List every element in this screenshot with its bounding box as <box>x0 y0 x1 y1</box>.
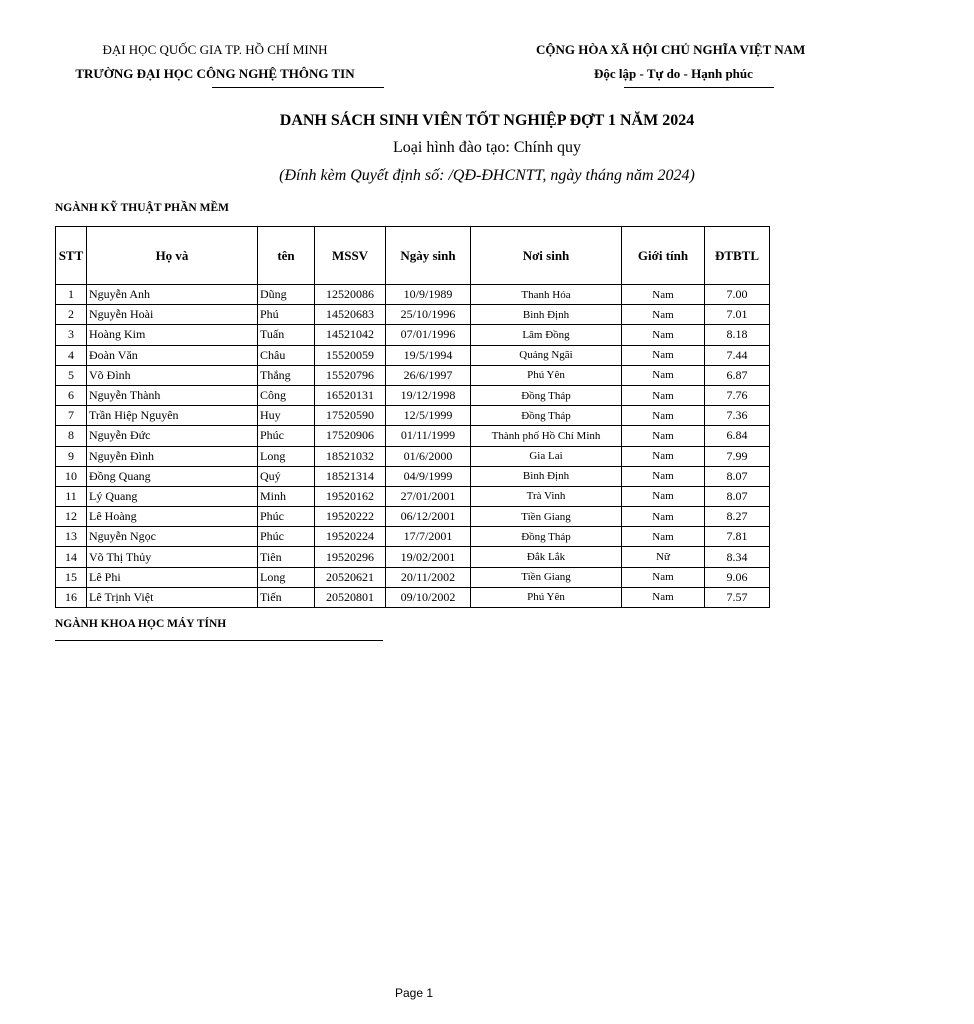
cell-last-name: Nguyễn Thành <box>87 385 258 405</box>
cell-birth-place: Bình Định <box>471 305 622 325</box>
cell-stt: 1 <box>56 285 87 305</box>
cell-gender: Nam <box>622 426 705 446</box>
header-gpa: ĐTBTL <box>705 227 770 285</box>
cell-birth-date: 12/5/1999 <box>386 406 471 426</box>
cell-last-name: Hoàng Kim <box>87 325 258 345</box>
cell-birth-place: Thanh Hóa <box>471 285 622 305</box>
table-row <box>56 365 770 385</box>
national-motto: Độc lập - Tự do - Hạnh phúc <box>594 66 753 81</box>
table-body <box>56 285 770 608</box>
cell-student-id: 19520222 <box>315 507 386 527</box>
cell-birth-date: 19/12/1998 <box>386 385 471 405</box>
cell-student-id: 19520296 <box>315 547 386 567</box>
school-name: TRƯỜNG ĐẠI HỌC CÔNG NGHỆ THÔNG TIN <box>75 66 355 81</box>
cell-birth-date: 01/11/1999 <box>386 426 471 446</box>
table-row <box>56 527 770 547</box>
section-heading-computer-science: NGÀNH KHOA HỌC MÁY TÍNH <box>55 618 227 630</box>
cell-birth-place: Đắk Lắk <box>471 547 622 567</box>
cell-birth-place: Gia Lai <box>471 446 622 466</box>
cell-first-name: Phúc <box>258 507 315 527</box>
table-row <box>56 385 770 405</box>
cell-gender: Nam <box>622 385 705 405</box>
cell-birth-place: Bình Định <box>471 466 622 486</box>
header-last-name: Họ và <box>87 227 258 285</box>
document-title: DANH SÁCH SINH VIÊN TỐT NGHIỆP ĐỢT 1 NĂM 2024 <box>279 112 695 129</box>
cell-gpa: 7.81 <box>705 527 770 547</box>
cell-first-name: Long <box>258 446 315 466</box>
cell-student-id: 12520086 <box>315 285 386 305</box>
country-name: CỘNG HÒA XÃ HỘI CHỦ NGHĨA VIỆT NAM <box>536 42 806 57</box>
section-heading-software-engineering: NGÀNH KỸ THUẬT PHẦN MỀM <box>55 202 229 214</box>
cell-last-name: Nguyễn Đình <box>87 446 258 466</box>
table-row <box>56 507 770 527</box>
cell-student-id: 15520059 <box>315 345 386 365</box>
cell-first-name: Phú <box>258 305 315 325</box>
cell-gpa: 8.07 <box>705 486 770 506</box>
cell-birth-place: Đồng Tháp <box>471 527 622 547</box>
header-gender: Giới tính <box>622 227 705 285</box>
cell-student-id: 14520683 <box>315 305 386 325</box>
cell-birth-place: Thành phố Hồ Chí Minh <box>471 426 622 446</box>
cell-gender: Nam <box>622 406 705 426</box>
cell-last-name: Đồng Quang <box>87 466 258 486</box>
cell-student-id: 17520906 <box>315 426 386 446</box>
cell-stt: 8 <box>56 426 87 446</box>
cell-gender: Nam <box>622 567 705 587</box>
cell-first-name: Tiến <box>258 587 315 607</box>
cell-first-name: Phúc <box>258 527 315 547</box>
section-underline <box>55 640 383 641</box>
table-row <box>56 567 770 587</box>
cell-gpa: 6.84 <box>705 426 770 446</box>
cell-first-name: Minh <box>258 486 315 506</box>
cell-first-name: Long <box>258 567 315 587</box>
header-birth-date: Ngày sinh <box>386 227 471 285</box>
table-header <box>56 227 770 285</box>
cell-last-name: Lê Phi <box>87 567 258 587</box>
cell-gpa: 8.07 <box>705 466 770 486</box>
cell-student-id: 17520590 <box>315 406 386 426</box>
cell-gpa: 6.87 <box>705 365 770 385</box>
header-first-name: tên <box>258 227 315 285</box>
cell-student-id: 20520621 <box>315 567 386 587</box>
table-row <box>56 325 770 345</box>
cell-first-name: Huy <box>258 406 315 426</box>
cell-stt: 3 <box>56 325 87 345</box>
cell-gender: Nam <box>622 466 705 486</box>
cell-birth-date: 19/02/2001 <box>386 547 471 567</box>
table-row <box>56 345 770 365</box>
cell-student-id: 18521032 <box>315 446 386 466</box>
cell-birth-date: 27/01/2001 <box>386 486 471 506</box>
header-birth-place: Nơi sinh <box>471 227 622 285</box>
cell-stt: 5 <box>56 365 87 385</box>
cell-last-name: Đoàn Văn <box>87 345 258 365</box>
cell-last-name: Võ Thị Thủy <box>87 547 258 567</box>
cell-gender: Nam <box>622 446 705 466</box>
cell-birth-date: 04/9/1999 <box>386 466 471 486</box>
cell-gender: Nam <box>622 285 705 305</box>
cell-student-id: 15520796 <box>315 365 386 385</box>
cell-gpa: 7.99 <box>705 446 770 466</box>
cell-last-name: Nguyễn Hoài <box>87 305 258 325</box>
cell-first-name: Quý <box>258 466 315 486</box>
table-row <box>56 446 770 466</box>
table-row <box>56 547 770 567</box>
cell-gpa: 8.27 <box>705 507 770 527</box>
cell-last-name: Trần Hiệp Nguyên <box>87 406 258 426</box>
table-row <box>56 587 770 607</box>
table-row <box>56 285 770 305</box>
cell-birth-date: 10/9/1989 <box>386 285 471 305</box>
cell-gender: Nữ <box>622 547 705 567</box>
cell-student-id: 20520801 <box>315 587 386 607</box>
table-row <box>56 406 770 426</box>
cell-last-name: Lê Trịnh Việt <box>87 587 258 607</box>
training-type: Loại hình đào tạo: Chính quy <box>393 139 581 156</box>
cell-stt: 2 <box>56 305 87 325</box>
cell-last-name: Võ Đình <box>87 365 258 385</box>
table-row <box>56 486 770 506</box>
header-student-id: MSSV <box>315 227 386 285</box>
cell-stt: 9 <box>56 446 87 466</box>
cell-birth-place: Đồng Tháp <box>471 406 622 426</box>
cell-student-id: 14521042 <box>315 325 386 345</box>
cell-birth-place: Phú Yên <box>471 587 622 607</box>
cell-stt: 14 <box>56 547 87 567</box>
cell-gpa: 7.57 <box>705 587 770 607</box>
cell-gpa: 7.44 <box>705 345 770 365</box>
cell-student-id: 19520162 <box>315 486 386 506</box>
cell-gender: Nam <box>622 527 705 547</box>
cell-first-name: Công <box>258 385 315 405</box>
header-row <box>56 227 770 285</box>
cell-stt: 13 <box>56 527 87 547</box>
university-name: ĐẠI HỌC QUỐC GIA TP. HỒ CHÍ MINH <box>102 42 328 57</box>
cell-first-name: Tuấn <box>258 325 315 345</box>
cell-birth-date: 25/10/1996 <box>386 305 471 325</box>
cell-gpa: 9.06 <box>705 567 770 587</box>
cell-birth-place: Lâm Đồng <box>471 325 622 345</box>
cell-gender: Nam <box>622 486 705 506</box>
cell-stt: 12 <box>56 507 87 527</box>
header-stt: STT <box>56 227 87 285</box>
school-underline <box>212 87 384 88</box>
cell-birth-place: Phú Yên <box>471 365 622 385</box>
cell-stt: 10 <box>56 466 87 486</box>
table-row <box>56 426 770 446</box>
cell-last-name: Lý Quang <box>87 486 258 506</box>
cell-first-name: Phúc <box>258 426 315 446</box>
cell-birth-date: 19/5/1994 <box>386 345 471 365</box>
cell-gender: Nam <box>622 305 705 325</box>
decision-reference: (Đính kèm Quyết định số: /QĐ-ĐHCNTT, ngày tháng năm 2024) <box>279 167 695 184</box>
cell-birth-date: 09/10/2002 <box>386 587 471 607</box>
cell-student-id: 18521314 <box>315 466 386 486</box>
cell-gender: Nam <box>622 365 705 385</box>
cell-first-name: Tiên <box>258 547 315 567</box>
cell-birth-date: 17/7/2001 <box>386 527 471 547</box>
cell-stt: 4 <box>56 345 87 365</box>
cell-gender: Nam <box>622 345 705 365</box>
cell-birth-date: 20/11/2002 <box>386 567 471 587</box>
cell-gpa: 8.18 <box>705 325 770 345</box>
cell-stt: 11 <box>56 486 87 506</box>
cell-birth-place: Đồng Tháp <box>471 385 622 405</box>
cell-first-name: Dũng <box>258 285 315 305</box>
cell-student-id: 16520131 <box>315 385 386 405</box>
cell-gender: Nam <box>622 587 705 607</box>
cell-birth-place: Tiền Giang <box>471 567 622 587</box>
cell-gender: Nam <box>622 325 705 345</box>
cell-birth-place: Quảng Ngãi <box>471 345 622 365</box>
cell-gpa: 8.34 <box>705 547 770 567</box>
cell-gpa: 7.76 <box>705 385 770 405</box>
cell-student-id: 19520224 <box>315 527 386 547</box>
cell-last-name: Nguyễn Anh <box>87 285 258 305</box>
graduate-table <box>55 226 770 608</box>
cell-gpa: 7.00 <box>705 285 770 305</box>
cell-stt: 6 <box>56 385 87 405</box>
cell-stt: 7 <box>56 406 87 426</box>
cell-gpa: 7.36 <box>705 406 770 426</box>
cell-birth-date: 26/6/1997 <box>386 365 471 385</box>
cell-first-name: Châu <box>258 345 315 365</box>
cell-birth-date: 06/12/2001 <box>386 507 471 527</box>
cell-birth-place: Tiền Giang <box>471 507 622 527</box>
cell-last-name: Nguyễn Đức <box>87 426 258 446</box>
cell-birth-place: Trà Vinh <box>471 486 622 506</box>
cell-stt: 15 <box>56 567 87 587</box>
cell-gpa: 7.01 <box>705 305 770 325</box>
cell-birth-date: 01/6/2000 <box>386 446 471 466</box>
cell-stt: 16 <box>56 587 87 607</box>
table-row <box>56 466 770 486</box>
table-row <box>56 305 770 325</box>
cell-birth-date: 07/01/1996 <box>386 325 471 345</box>
cell-last-name: Lê Hoàng <box>87 507 258 527</box>
motto-underline <box>624 87 774 88</box>
cell-gender: Nam <box>622 507 705 527</box>
page-number: Page 1 <box>394 986 434 1000</box>
cell-last-name: Nguyễn Ngọc <box>87 527 258 547</box>
cell-first-name: Thắng <box>258 365 315 385</box>
